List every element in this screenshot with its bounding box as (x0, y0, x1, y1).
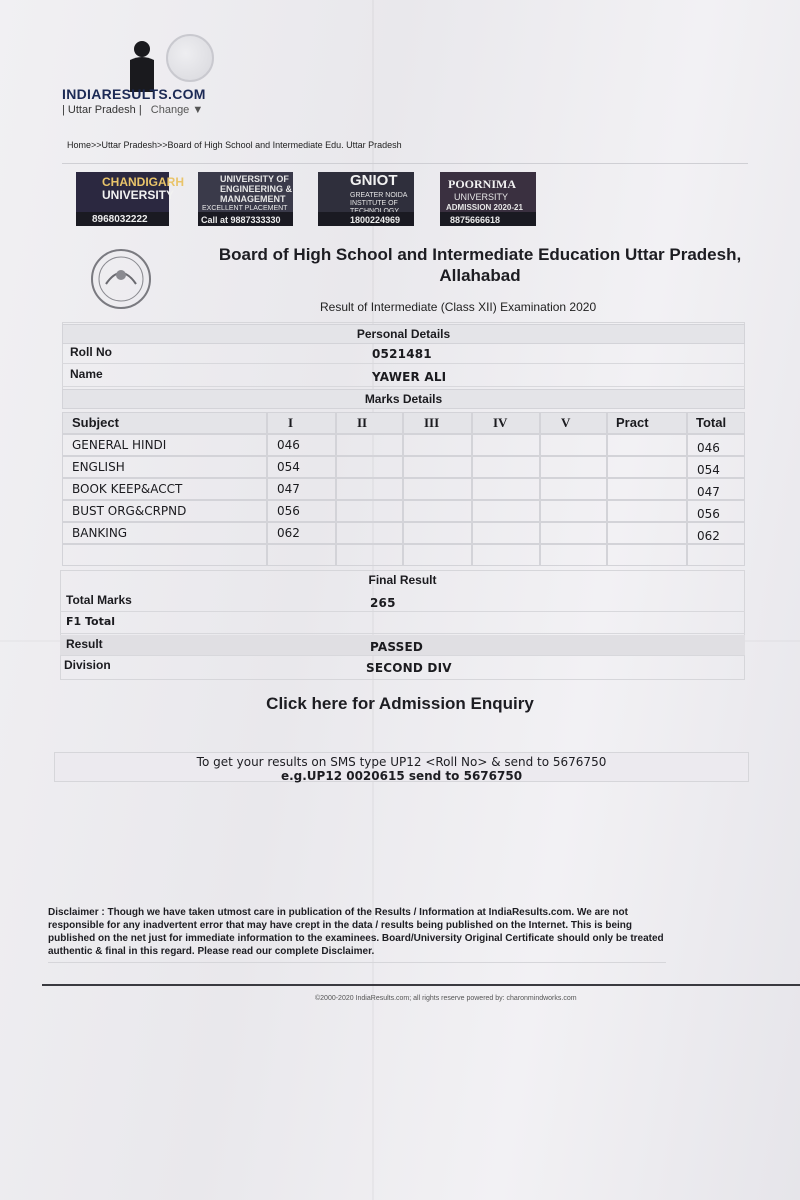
total-marks-value: 265 (370, 596, 396, 610)
roll-value: 0521481 (372, 347, 432, 361)
state-selector (62, 104, 203, 116)
sms-info-box (54, 752, 749, 782)
ad-text: UNIVERSITY (102, 188, 175, 202)
final-result-heading: Final Result (368, 573, 437, 587)
name-row (62, 366, 745, 387)
marks-column-header: Total (687, 412, 745, 434)
marks-cell (472, 434, 540, 456)
marks-cell (472, 522, 540, 544)
result-row (60, 635, 745, 656)
marks-cell (403, 478, 472, 500)
ad-text: ADMISSION 2020-21 (446, 203, 523, 212)
divider (42, 984, 800, 986)
logo-globe-icon (166, 34, 214, 82)
marks-cell (607, 544, 687, 566)
ad-banner-poornima[interactable] (440, 172, 536, 226)
marks-cell: 046 (267, 434, 336, 456)
subject-cell: BOOK KEEP&ACCT (62, 478, 267, 500)
division-value: SECOND DIV (366, 661, 452, 675)
marks-cell (472, 544, 540, 566)
ad-banner-uem[interactable] (198, 172, 293, 226)
ad-banner-gniot[interactable] (318, 172, 414, 226)
division-label: Division (64, 658, 111, 672)
marks-column-header: III (403, 412, 472, 434)
ad-banner-chandigarh-university[interactable] (76, 172, 184, 226)
marks-column-header: IV (472, 412, 540, 434)
name-value: YAWER ALI (372, 370, 447, 384)
f1-total-row (60, 613, 745, 634)
marks-cell (336, 434, 403, 456)
marks-cell (336, 522, 403, 544)
ad-text: POORNIMA (448, 177, 516, 191)
site-logo[interactable] (62, 34, 232, 94)
subject-cell: ENGLISH (62, 456, 267, 478)
logo-text[interactable]: INDIARESULTS.COM (62, 86, 206, 102)
total-cell: 056 (687, 500, 745, 522)
result-value: PASSED (370, 640, 424, 654)
marks-cell (267, 544, 336, 566)
ad-text: UNIVERSITY OF (220, 174, 289, 184)
divider (62, 163, 748, 164)
total-cell: 062 (687, 522, 745, 544)
breadcrumb[interactable]: Home>>Uttar Pradesh>>Board of High School and Intermediate Edu. Uttar Pradesh (67, 140, 402, 150)
marks-cell (403, 500, 472, 522)
ad-text: ENGINEERING & MANAGEMENT (220, 184, 293, 204)
change-state-link[interactable]: Change ▼ (150, 104, 204, 116)
name-label: Name (70, 367, 103, 381)
personal-details-heading: Personal Details (62, 324, 745, 344)
marks-column-header: II (336, 412, 403, 434)
marks-cell (336, 500, 403, 522)
state-name: | Uttar Pradesh | (62, 104, 142, 116)
disclaimer-text: Disclaimer : Though we have taken utmost care in publication of the Results / Information at IndiaResults.com. We are not responsible for any inadvertent error that may have crept in the data / results being published on the Internet. This is being published on the net just for immediate information to the examinees. Board/University Original Certificate should only be treated authentic & final in this regard. Please read our complete Disclaimer. (48, 906, 666, 963)
roll-row (62, 343, 745, 364)
ad-text: GREATER NOIDA INSTITUTE OF (350, 192, 408, 207)
ad-text: EXCELLENT PLACEMENT (202, 205, 288, 212)
marks-cell (336, 544, 403, 566)
roll-label: Roll No (70, 345, 112, 359)
marks-cell (540, 434, 607, 456)
marks-cell (540, 522, 607, 544)
marks-cell (472, 478, 540, 500)
ad-text: CHANDIGARH (102, 175, 184, 189)
marks-cell (336, 456, 403, 478)
board-seal-icon (80, 248, 162, 310)
marks-cell (472, 500, 540, 522)
marks-cell (403, 456, 472, 478)
subject-cell: GENERAL HINDI (62, 434, 267, 456)
sms-instruction: To get your results on SMS type UP12 <Roll No> & send to 5676750 (196, 755, 607, 769)
marks-table (62, 410, 745, 568)
marks-cell (540, 478, 607, 500)
board-title: Board of High School and Intermediate Education Uttar Pradesh, Allahabad (218, 245, 742, 285)
division-row (60, 657, 745, 678)
ad-phone: Call at 9887333330 (201, 215, 281, 225)
marks-column-header: V (540, 412, 607, 434)
sms-example: e.g.UP12 0020615 send to 5676750 (280, 769, 523, 783)
ad-phone: 8968032222 (92, 214, 148, 225)
ad-phone: 1800224969 (350, 215, 401, 225)
total-cell: 047 (687, 478, 745, 500)
ad-text: UNIVERSITY (454, 192, 509, 202)
marks-column-header: I (267, 412, 336, 434)
footer-copyright: ©2000-2020 IndiaResults.com; all rights reserve powered by: charonmindworks.com (315, 995, 577, 1002)
marks-cell (403, 544, 472, 566)
marks-cell: 054 (267, 456, 336, 478)
marks-cell (336, 478, 403, 500)
marks-cell (472, 456, 540, 478)
logo-person-icon (122, 40, 162, 92)
marks-cell: 047 (267, 478, 336, 500)
subject-cell: BUST ORG&CRPND (62, 500, 267, 522)
result-label: Result (66, 637, 103, 651)
total-marks-row (60, 591, 745, 612)
marks-cell (607, 522, 687, 544)
marks-cell (403, 434, 472, 456)
f1-total-label: F1 Total (66, 615, 116, 628)
marks-column-header: Subject (62, 412, 267, 434)
marks-cell (403, 522, 472, 544)
total-marks-label: Total Marks (66, 593, 132, 607)
marks-details-heading: Marks Details (62, 389, 745, 409)
subject-cell: BANKING (62, 522, 267, 544)
marks-cell (607, 478, 687, 500)
ad-phone: 8875666618 (450, 215, 501, 225)
marks-cell (540, 456, 607, 478)
total-cell (687, 544, 745, 566)
total-cell: 046 (687, 434, 745, 456)
exam-title: Result of Intermediate (Class XII) Examination 2020 (320, 300, 597, 314)
subject-cell (62, 544, 267, 566)
marks-cell: 056 (267, 500, 336, 522)
marks-column-header: Pract (607, 412, 687, 434)
marks-cell: 062 (267, 522, 336, 544)
admission-enquiry-link[interactable]: Click here for Admission Enquiry (266, 694, 534, 713)
marks-cell (607, 456, 687, 478)
marks-cell (607, 434, 687, 456)
ad-text: GNIOT (350, 172, 398, 189)
marks-cell (607, 500, 687, 522)
marks-cell (540, 500, 607, 522)
marks-cell (540, 544, 607, 566)
total-cell: 054 (687, 456, 745, 478)
